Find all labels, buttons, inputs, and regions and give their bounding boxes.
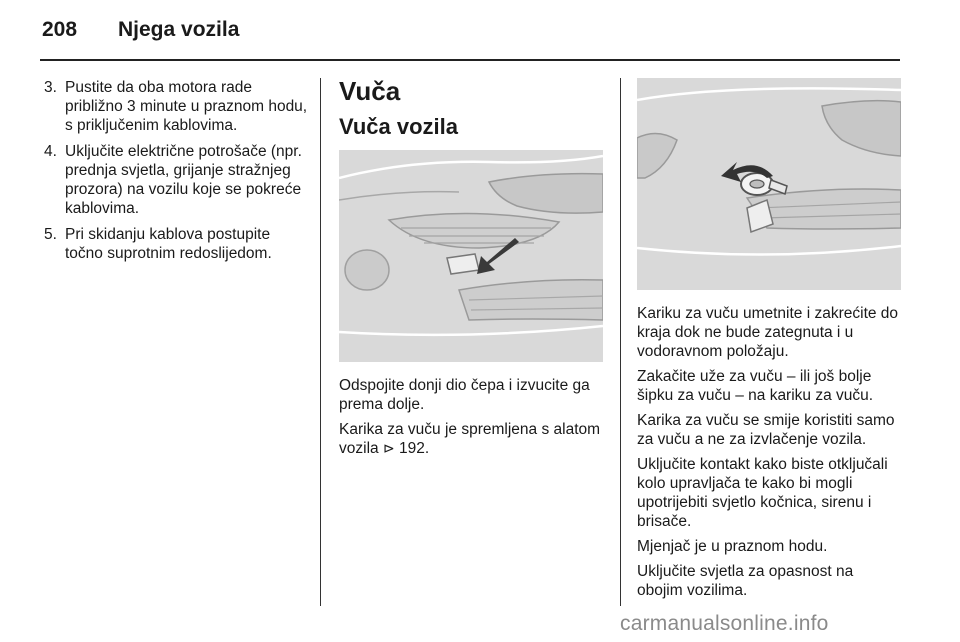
page-reference-link[interactable]: 192. [399, 440, 430, 457]
header-rule [40, 59, 900, 61]
step-list [40, 78, 308, 263]
list-item [40, 78, 308, 135]
bumper-cap-illustration [339, 150, 603, 362]
subsection-title: Vuča vozila [339, 114, 459, 139]
instruction-paragraph: Kariku za vuču umetnite i zakrećite do kraja dok ne bude zategnuta i u vodoravnom položaju. [637, 305, 899, 360]
instruction-paragraph: Uključite svjetla za opasnost na obojim vozilima. [637, 563, 854, 599]
instruction-paragraph: Uključite kontakt kako biste otključali kolo upravljača te kako bi mogli upotrijebiti svjetlo kočnica, sirenu i brisače. [637, 456, 888, 530]
instruction-paragraph: Mjenjač je u praznom hodu. [637, 538, 828, 555]
page-header [0, 0, 960, 62]
watermark: carmanualsonline.info [620, 612, 829, 635]
step-text: Uključite električne potrošače (npr. prednja svjetla, grijanje stražnjeg prozora) na vozilu koje se pokreće kablovima. [65, 143, 302, 217]
column-divider [620, 78, 621, 606]
chapter-title: Njega vozila [118, 18, 240, 41]
instruction-paragraph: Odspojite donji dio čepa i izvucite ga prema dolje. [339, 377, 590, 413]
right-column [637, 78, 901, 606]
section-title: Vuča [339, 76, 401, 106]
step-number: 5. [44, 226, 57, 243]
page-reference-icon: ⊳ [382, 441, 395, 457]
tow-eye-illustration [637, 78, 901, 290]
instruction-paragraph: Zakačite uže za vuču – ili još bolje šipku za vuču – na kariku za vuču. [637, 368, 874, 404]
reference-paragraph [339, 420, 603, 459]
page-number: 208 [42, 18, 78, 41]
step-text: Pustite da oba motora rade približno 3 minute u praznom hodu, s priključenim kablovima. [65, 79, 308, 134]
list-item [40, 225, 308, 263]
step-text: Pri skidanju kablova postupite točno suprotnim redoslijedom. [65, 226, 272, 262]
middle-column [339, 78, 603, 465]
left-column [40, 78, 308, 270]
reference-text: Karika za vuču je spremljena s alatom vozila [339, 421, 601, 457]
step-number: 3. [44, 79, 57, 96]
step-number: 4. [44, 143, 57, 160]
instruction-paragraph: Karika za vuču se smije koristiti samo za vuču a ne za izvlačenje vozila. [637, 412, 895, 448]
list-item [40, 142, 308, 218]
column-divider [320, 78, 321, 606]
